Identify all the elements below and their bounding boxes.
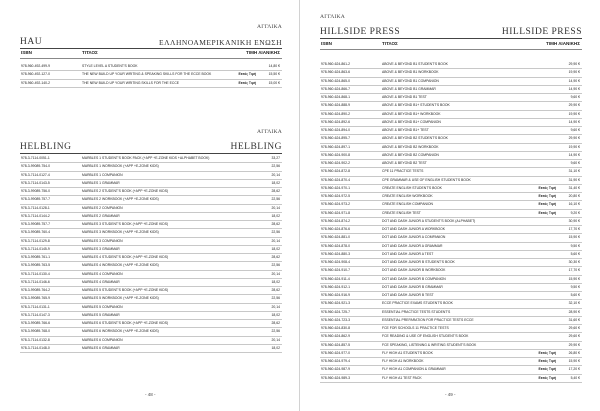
table-row: 978-960-624-900-8 ABOVE & BEYOND B2 COMPANION 14,90 € bbox=[320, 152, 582, 160]
table-row: 978-3-99089-757-7 MARBLES 2 WORKBOOK (+APP +E-ZONE KIDS) 22,56 bbox=[20, 196, 282, 204]
table-row: 978-3-7114-0146-6 MARBLES 4 GRAMMAR 18,02 bbox=[20, 279, 282, 287]
table-row: 978-3-7114-0148-0 MARBLES 6 GRAMMAR 18,02 bbox=[20, 345, 282, 353]
table-row: 978-960-624-723-3 ESSENTIAL PREPARATION FOR PRACTICE TESTS ECCE 31,60 € bbox=[320, 317, 582, 325]
table-row: 978-3-99089-756-0 MARBLES 2 STUDENT'S BOOK (+APP +E-ZONE KIDS) 28,62 bbox=[20, 188, 282, 196]
table-row: 978-3-7114-0127-4 MARBLES 1 COMPANION 20,14 bbox=[20, 172, 282, 180]
table-row: 978-3-7114-0131-1 MARBLES 5 COMPANION 20,14 bbox=[20, 304, 282, 312]
table-row: 978-960-624-973-2 CREATE ENGLISH COMPANION Εκτός Τιμή 16,10 € bbox=[320, 201, 582, 209]
isbn-header: ISBN bbox=[321, 41, 332, 46]
table-row: 978-960-624-987-9 FLY HIGH A1 COMPANION & GRAMMAR Εκτός Τιμή 17,20 € bbox=[320, 366, 582, 374]
table-row: 978-960-624-870-4 CPE GRAMMAR & USE OF ENGLISH STUDENT'S BOOK 31,90 € bbox=[320, 177, 582, 185]
publisher-name: HELBLING bbox=[20, 142, 72, 152]
table-row: 978-960-624-911-4 DOT AND DASH JUNIOR B COMPANION 15,90 € bbox=[320, 276, 582, 284]
table-row: 978-3-99089-766-6 MARBLES 6 STUDENT'S BOOK (+APP +E-ZONE KIDS) 28,62 bbox=[20, 320, 282, 328]
table-row: 978-960-624-888-9 ABOVE & BEYOND B1+ STUDENT'S BOOK 29,90 € bbox=[320, 102, 582, 110]
table-row: 978-960-624-862-9 FCE READING & USE OF ENGLISH STUDENT'S BOOK 29,60 € bbox=[320, 333, 582, 341]
hillside-book-list bbox=[320, 61, 582, 383]
table-row: 978-960-624-972-5 CREATE ENGLISH WORKBOOK Εκτός Τιμή 20,80 € bbox=[320, 193, 582, 201]
table-row: 978-3-7114-0145-9 MARBLES 3 GRAMMAR 18,02 bbox=[20, 246, 282, 254]
table-row: 978-960-624-865-0 ABOVE & BEYOND B1 COMPANION 14,90 € bbox=[320, 78, 582, 86]
table-row: 978-3-99089-768-0 MARBLES 6 WORKBOOK (+APP +E-ZONE KIDS) 22,56 bbox=[20, 328, 282, 336]
table-row: 978-960-624-880-3 DOT AND DASH JUNIOR A TEST 5,60 € bbox=[320, 251, 582, 259]
table-row: 978-960-624-830-8 FCE FOR SCHOOLS 11 PRACTICE TESTS 29,60 € bbox=[320, 325, 582, 333]
table-row: 978-960-492-140-2 THE NEW BUILD UP YOUR WRITING SKILLS FOR THE ECCE Εκτός Τιμή 15,00 € bbox=[20, 80, 282, 88]
table-row: 978-960-624-989-3 FLY HIGH A1 TEST PACK Εκτός Τιμή 5,40 € bbox=[320, 375, 582, 383]
table-row: 978-960-624-912-1 DOT AND DASH JUNIOR B GRAMMAR 9,50 € bbox=[320, 284, 582, 292]
table-row: 978-960-624-874-2 DOT AND DASH JUNIOR A STUDENT'S BOOK (ALPHABET) 30,90 € bbox=[320, 218, 582, 226]
table-row: 978-960-492-127-0 THE NEW BUILD UP YOUR WRITING & SPEAKING SKILLS FOR THE ECCE BOOK Εκτός Τιμή 15,50 € bbox=[20, 71, 282, 79]
table-row: 978-3-7114-0144-2 MARBLES 2 GRAMMAR 18,02 bbox=[20, 213, 282, 221]
table-row: 978-3-99089-760-4 MARBLES 3 WORKBOOK (+APP +E-ZONE KIDS) 22,56 bbox=[20, 229, 282, 237]
table-row: 978-3-99089-761-1 MARBLES 4 STUDENT'S BOOK (+APP +E-ZONE KIDS) 28,62 bbox=[20, 254, 282, 262]
subject-label: ΑΓΓΛΙΚΑ bbox=[256, 24, 282, 30]
table-row: 978-960-624-861-2 ABOVE & BEYOND B1 STUDENT'S BOOK 29,90 € bbox=[320, 61, 582, 69]
publisher-name-right: HILLSIDE PRESS bbox=[501, 27, 582, 37]
table-row: 978-960-624-866-7 ABOVE & BEYOND B1 GRAMMAR 14,90 € bbox=[320, 86, 582, 94]
table-row: 978-960-624-971-8 CREATE ENGLISH TEST Εκτός Τιμή 9,20 € bbox=[320, 210, 582, 218]
column-header-row bbox=[20, 49, 282, 59]
subject-label: ΑΓΓΛΙΚΑ bbox=[320, 14, 346, 20]
title-header: ΤΙΤΛΟΣ bbox=[82, 50, 98, 55]
price-header: ΤΙΜΗ ΛΙΑΝΙΚΗΣ bbox=[546, 41, 580, 46]
subject-label: ΑΓΓΛΙΚΑ bbox=[256, 129, 282, 135]
publisher-header-helbling bbox=[20, 129, 282, 154]
table-row: 978-3-99089-754-0 MARBLES 1 WORKBOOK (+APP +E-ZONE KIDS) 22,56 bbox=[20, 163, 282, 171]
table-row: 978-960-624-902-2 ABOVE & BEYOND B2 TEST 9,60 € bbox=[320, 160, 582, 168]
table-row: 978-960-624-857-5 FCE SPEAKING, LISTENING & WRITING STUDENT'S BOOK 29,90 € bbox=[320, 342, 582, 350]
price-header: ΤΙΜΗ ΛΙΑΝΙΚΗΣ bbox=[246, 50, 280, 55]
publisher-name-right: HELBLING bbox=[230, 142, 282, 152]
table-row: 978-960-624-908-4 DOT AND DASH JUNIOR B STUDENT'S BOOK 30,30 € bbox=[320, 259, 582, 267]
right-page bbox=[300, 0, 600, 411]
table-row: 978-960-624-868-1 ABOVE & BEYOND B1 TEST 9,60 € bbox=[320, 94, 582, 102]
table-row: 978-3-7114-0130-4 MARBLES 4 COMPANION 20,14 bbox=[20, 271, 282, 279]
table-row: 978-3-99089-757-7 MARBLES 3 STUDENT'S BOOK (+APP +E-ZONE KIDS) 28,62 bbox=[20, 221, 282, 229]
column-header-row bbox=[320, 40, 582, 50]
table-row: 978-3-7114-0129-8 MARBLES 3 COMPANION 20,14 bbox=[20, 238, 282, 246]
table-row: 978-960-624-881-0 DOT AND DASH JUNIOR A COMPANION 15,90 € bbox=[320, 234, 582, 242]
table-row: 978-3-99089-764-2 MARBLES 5 STUDENT'S BOOK (+APP +E-ZONE KIDS) 28,62 bbox=[20, 287, 282, 295]
page-number: - 48 - bbox=[145, 392, 156, 397]
publisher-header-hau bbox=[20, 24, 282, 49]
table-row: 978-960-624-878-0 DOT AND DASH JUNIOR A GRAMMAR 9,50 € bbox=[320, 243, 582, 251]
table-row: 978-960-624-897-1 ABOVE & BEYOND B2 WORKBOOK 19,90 € bbox=[320, 144, 582, 152]
hau-book-list bbox=[20, 63, 282, 88]
table-row: 978-960-624-977-0 FLY HIGH A1 STUDENT'S BOOK Εκτός Τιμή 26,80 € bbox=[320, 350, 582, 358]
table-row: 978-3-99089-763-5 MARBLES 4 WORKBOOK (+APP +E-ZONE KIDS) 22,56 bbox=[20, 262, 282, 270]
table-row: 978-960-624-894-0 ABOVE & BEYOND B1+ TEST 9,60 € bbox=[320, 127, 582, 135]
table-row: 978-960-624-970-1 CREATE ENGLISH STUDENT'S BOOK Εκτός Τιμή 31,40 € bbox=[320, 185, 582, 193]
table-row: 978-3-7114-0132-8 MARBLES 6 COMPANION 20,14 bbox=[20, 337, 282, 345]
table-row: 978-960-624-979-4 FLY HIGH A1 WORKBOOK Εκτός Τιμή 15,90 € bbox=[320, 358, 582, 366]
publisher-name: HILLSIDE PRESS bbox=[320, 27, 401, 37]
publisher-header-hillside bbox=[320, 14, 582, 39]
table-row: 978-960-624-892-6 ABOVE & BEYOND B1+ COMPANION 14,90 € bbox=[320, 119, 582, 127]
table-row: 978-960-624-916-9 DOT AND DASH JUNIOR B TEST 5,60 € bbox=[320, 292, 582, 300]
helbling-book-list bbox=[20, 155, 282, 353]
table-row: 978-3-99089-765-9 MARBLES 5 WORKBOOK (+APP +E-ZONE KIDS) 22,56 bbox=[20, 295, 282, 303]
publisher-name: HAU bbox=[20, 37, 43, 47]
table-row: 978-960-624-895-7 ABOVE & BEYOND B2 STUDENT'S BOOK 29,90 € bbox=[320, 135, 582, 143]
title-header: ΤΙΤΛΟΣ bbox=[382, 41, 398, 46]
table-row: 978-3-7114-0051-1 MARBLES 1 STUDENT'S BOOK PACK (+APP +E-ZONE KIDS +ALPHABET BOOK) 33,27 bbox=[20, 155, 282, 163]
table-row: 978-960-492-499-9 STYLE LEVEL A STUDENT'S BOOK 14,80 € bbox=[20, 63, 282, 71]
table-row: 978-3-7114-0147-3 MARBLES 5 GRAMMAR 18,02 bbox=[20, 312, 282, 320]
table-row: 978-960-624-910-7 DOT AND DASH JUNIOR B WORKBOOK 17,70 € bbox=[320, 267, 582, 275]
publisher-full-name: ΕΛΛΗΝΟΑΜΕΡΙΚΑΝΙΚΗ ΕΝΩΣΗ bbox=[159, 38, 282, 47]
table-row: 978-960-624-725-7 ESSENTIAL PRACTICE TESTS STUDENT'S 28,90 € bbox=[320, 309, 582, 317]
table-row: 978-3-7114-0143-5 MARBLES 1 GRAMMAR 18,02 bbox=[20, 180, 282, 188]
table-row: 978-960-624-876-6 DOT AND DASH JUNIOR A WORKBOOK 17,70 € bbox=[320, 226, 582, 234]
table-row: 978-3-7114-0128-1 MARBLES 2 COMPANION 20,14 bbox=[20, 205, 282, 213]
isbn-header: ISBN bbox=[21, 50, 32, 55]
table-row: 978-960-624-863-6 ABOVE & BEYOND B1 WORKBOOK 19,90 € bbox=[320, 69, 582, 77]
table-row: 978-960-624-890-2 ABOVE & BEYOND B1+ WORKBOOK 19,90 € bbox=[320, 111, 582, 119]
table-row: 978-960-624-872-8 CPE 11 PRACTICE TESTS 31,10 € bbox=[320, 168, 582, 176]
page-number: - 49 - bbox=[445, 392, 456, 397]
table-row: 978-960-624-921-3 ECCE PRACTICE EXAMS STUDENT'S BOOK 32,10 € bbox=[320, 300, 582, 308]
